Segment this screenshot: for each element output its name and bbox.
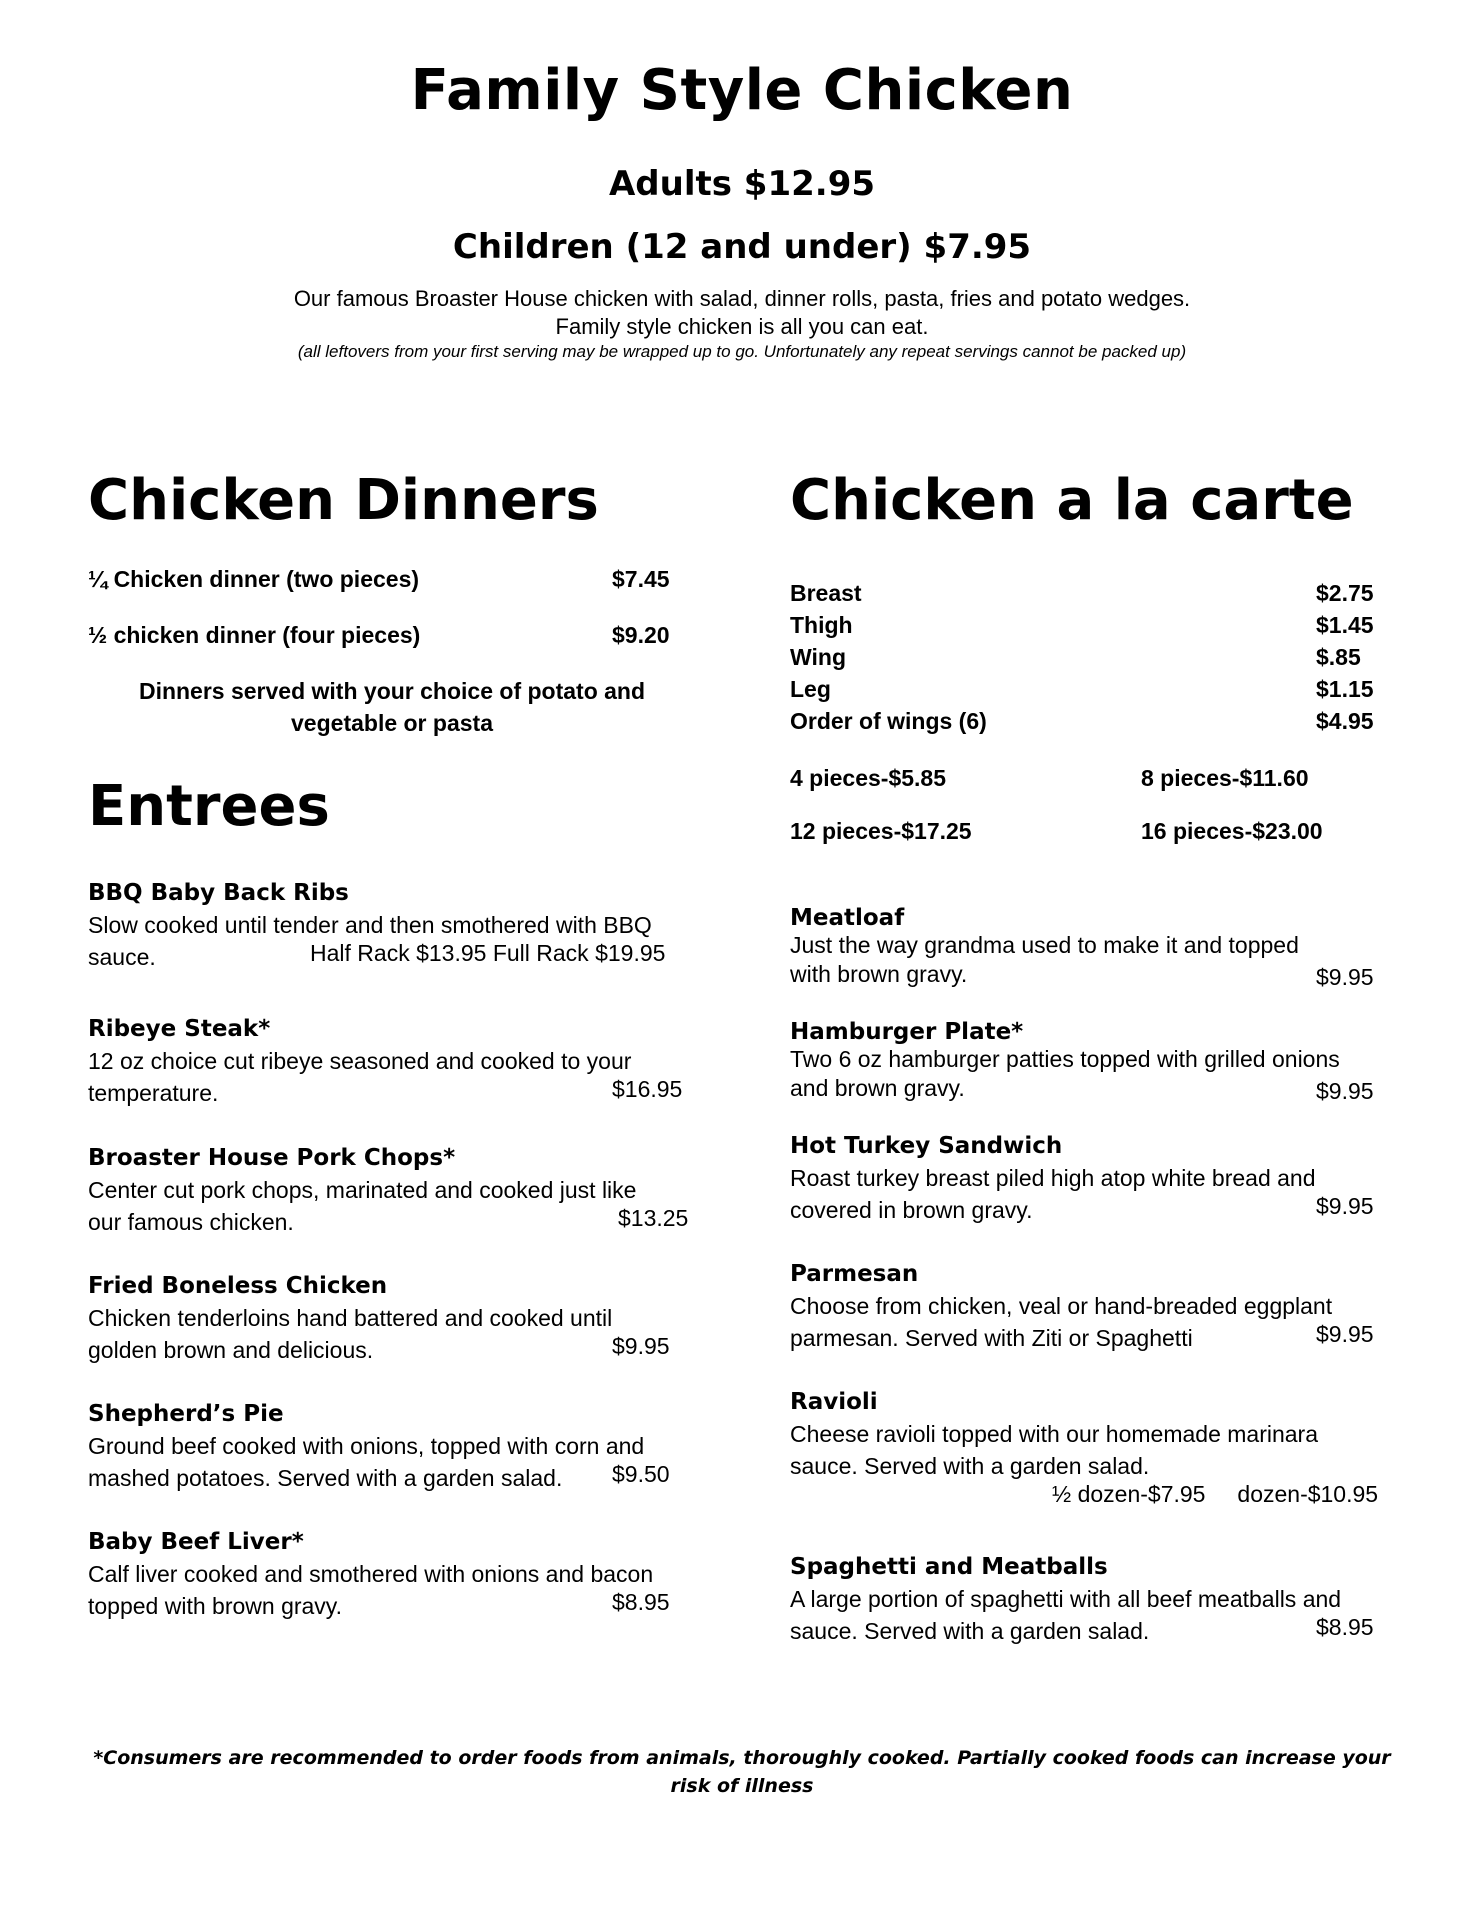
- entree-parmesan: [790, 1261, 1410, 1354]
- entree-desc-2: and brown gravy.: [790, 1075, 965, 1101]
- entree-price: $9.95: [1316, 1193, 1374, 1219]
- alacarte-item: Order of wings (6): [790, 708, 987, 734]
- alacarte-price: $4.95: [1316, 708, 1374, 734]
- adults-price: Adults $12.95: [608, 164, 876, 204]
- pieces-price: 16 pieces-$23.00: [1141, 818, 1323, 844]
- alacarte-item: Thigh: [790, 612, 853, 638]
- entree-name: Ribeye Steak*: [88, 1016, 271, 1042]
- entree-desc-1: Ground beef cooked with onions, topped with corn and: [88, 1433, 645, 1459]
- alacarte-price: $.85: [1316, 644, 1361, 670]
- entree-price: ½ dozen-$7.95 dozen-$10.95: [1052, 1481, 1379, 1507]
- alacarte-item: Breast: [790, 580, 862, 606]
- entree-hot-turkey: [790, 1133, 1410, 1226]
- dinner-item-quarter: ¼ Chicken dinner (two pieces): [88, 566, 420, 592]
- entree-desc-1: Choose from chicken, veal or hand-breaded eggplant: [790, 1293, 1333, 1319]
- pieces-price: 4 pieces-$5.85: [790, 765, 947, 791]
- entree-desc-1: Roast turkey breast piled high atop white bread and: [790, 1165, 1316, 1191]
- entree-desc-2: parmesan. Served with Ziti or Spaghetti: [790, 1325, 1193, 1351]
- entree-desc-1: 12 oz choice cut ribeye seasoned and cooked to your: [88, 1048, 632, 1074]
- entree-price: Half Rack $13.95 Full Rack $19.95: [310, 940, 666, 966]
- pieces-price: 12 pieces-$17.25: [790, 818, 972, 844]
- entree-meatloaf: [790, 905, 1410, 989]
- entree-bbq-ribs: [88, 880, 708, 973]
- entree-pork-chops: [88, 1145, 708, 1238]
- entree-name: Shepherd’s Pie: [88, 1401, 284, 1427]
- entree-desc-1: Two 6 oz hamburger patties topped with grilled onions: [790, 1046, 1340, 1072]
- entree-desc-2: sauce.: [88, 944, 156, 970]
- entree-price: $9.95: [612, 1333, 670, 1359]
- entree-desc-1: Chicken tenderloins hand battered and cooked until: [88, 1305, 613, 1331]
- entree-desc-1: Cheese ravioli topped with our homemade marinara: [790, 1421, 1319, 1447]
- entree-name: Meatloaf: [790, 905, 905, 931]
- pieces-price: 8 pieces-$11.60: [1141, 765, 1309, 791]
- entree-price: $8.95: [612, 1589, 670, 1615]
- entree-price: $8.95: [1316, 1614, 1374, 1640]
- chicken-dinners-heading: Chicken Dinners: [88, 468, 599, 533]
- entree-price: $16.95: [612, 1076, 683, 1102]
- entree-desc-1: Center cut pork chops, marinated and cooked just like: [88, 1177, 637, 1203]
- entree-price: $9.50: [612, 1461, 670, 1487]
- entree-price: $13.25: [618, 1205, 689, 1231]
- dinner-item-half: ½ chicken dinner (four pieces): [88, 622, 421, 648]
- entree-desc-1: Calf liver cooked and smothered with onions and bacon: [88, 1561, 654, 1587]
- entree-desc-2: temperature.: [88, 1080, 219, 1106]
- alacarte-price: $1.15: [1316, 676, 1374, 702]
- entree-desc-2: sauce. Served with a garden salad.: [790, 1453, 1150, 1479]
- entree-desc-1: Just the way grandma used to make it and topped: [790, 932, 1299, 958]
- alacarte-heading: Chicken a la carte: [790, 468, 1354, 533]
- family-description-1: Our famous Broaster House chicken with salad, dinner rolls, pasta, fries and potato wedges.: [293, 286, 1191, 311]
- entree-name: Spaghetti and Meatballs: [790, 1554, 1108, 1580]
- leftovers-note: (all leftovers from your first serving may be wrapped up to go. Unfortunately any repeat servings cannot be packed up): [297, 342, 1187, 361]
- entrees-heading: Entrees: [88, 774, 330, 839]
- entree-ravioli: [790, 1389, 1410, 1507]
- family-description-2: Family style chicken is all you can eat.: [555, 314, 929, 339]
- entree-boneless-chicken: [88, 1273, 708, 1366]
- entree-hamburger-plate: [790, 1019, 1410, 1103]
- entree-desc-2: sauce. Served with a garden salad.: [790, 1618, 1150, 1644]
- page-title: Family Style Chicken: [410, 58, 1074, 123]
- alacarte-item: Leg: [790, 676, 831, 702]
- entree-desc-2: our famous chicken.: [88, 1209, 294, 1235]
- entree-price: $9.95: [1316, 964, 1374, 990]
- entree-desc-2: with brown gravy.: [790, 961, 968, 987]
- alacarte-price: $1.45: [1316, 612, 1374, 638]
- dinner-price-half: $9.20: [612, 622, 670, 648]
- entree-name: Hot Turkey Sandwich: [790, 1133, 1063, 1159]
- entree-name: Parmesan: [790, 1261, 919, 1287]
- children-price: Children (12 and under) $7.95: [452, 227, 1032, 267]
- dinner-price-quarter: $7.45: [612, 566, 670, 592]
- alacarte-price: $2.75: [1316, 580, 1374, 606]
- entree-name: Broaster House Pork Chops*: [88, 1145, 456, 1171]
- consumer-advisory-line-2: risk of illness: [670, 1775, 814, 1797]
- entree-desc-2: mashed potatoes. Served with a garden salad.: [88, 1465, 563, 1491]
- alacarte-item: Wing: [790, 644, 846, 670]
- entree-price: $9.95: [1316, 1321, 1374, 1347]
- dinner-note-1: Dinners served with your choice of potato and: [138, 678, 646, 704]
- entree-shepherds-pie: [88, 1401, 708, 1494]
- entree-desc-1: A large portion of spaghetti with all beef meatballs and: [790, 1586, 1342, 1612]
- entree-name: Ravioli: [790, 1389, 878, 1415]
- entree-desc-2: topped with brown gravy.: [88, 1593, 342, 1619]
- dinner-note-2: vegetable or pasta: [291, 710, 493, 736]
- entree-name: Fried Boneless Chicken: [88, 1273, 388, 1299]
- entree-desc-1: Slow cooked until tender and then smothered with BBQ: [88, 912, 652, 938]
- entree-desc-2: golden brown and delicious.: [88, 1337, 374, 1363]
- entree-name: Hamburger Plate*: [790, 1019, 1024, 1045]
- entree-beef-liver: [88, 1529, 708, 1622]
- entree-price: $9.95: [1316, 1078, 1374, 1104]
- entree-desc-2: covered in brown gravy.: [790, 1197, 1033, 1223]
- entree-name: Baby Beef Liver*: [88, 1529, 304, 1555]
- entree-ribeye: [88, 1016, 708, 1109]
- entree-spaghetti-meatballs: [790, 1554, 1410, 1647]
- consumer-advisory-line-1: *Consumers are recommended to order foods from animals, thoroughly cooked. Partially cooked foods can increase your: [93, 1747, 1391, 1769]
- entree-name: BBQ Baby Back Ribs: [88, 880, 349, 906]
- consumer-advisory: [80, 1744, 1404, 1800]
